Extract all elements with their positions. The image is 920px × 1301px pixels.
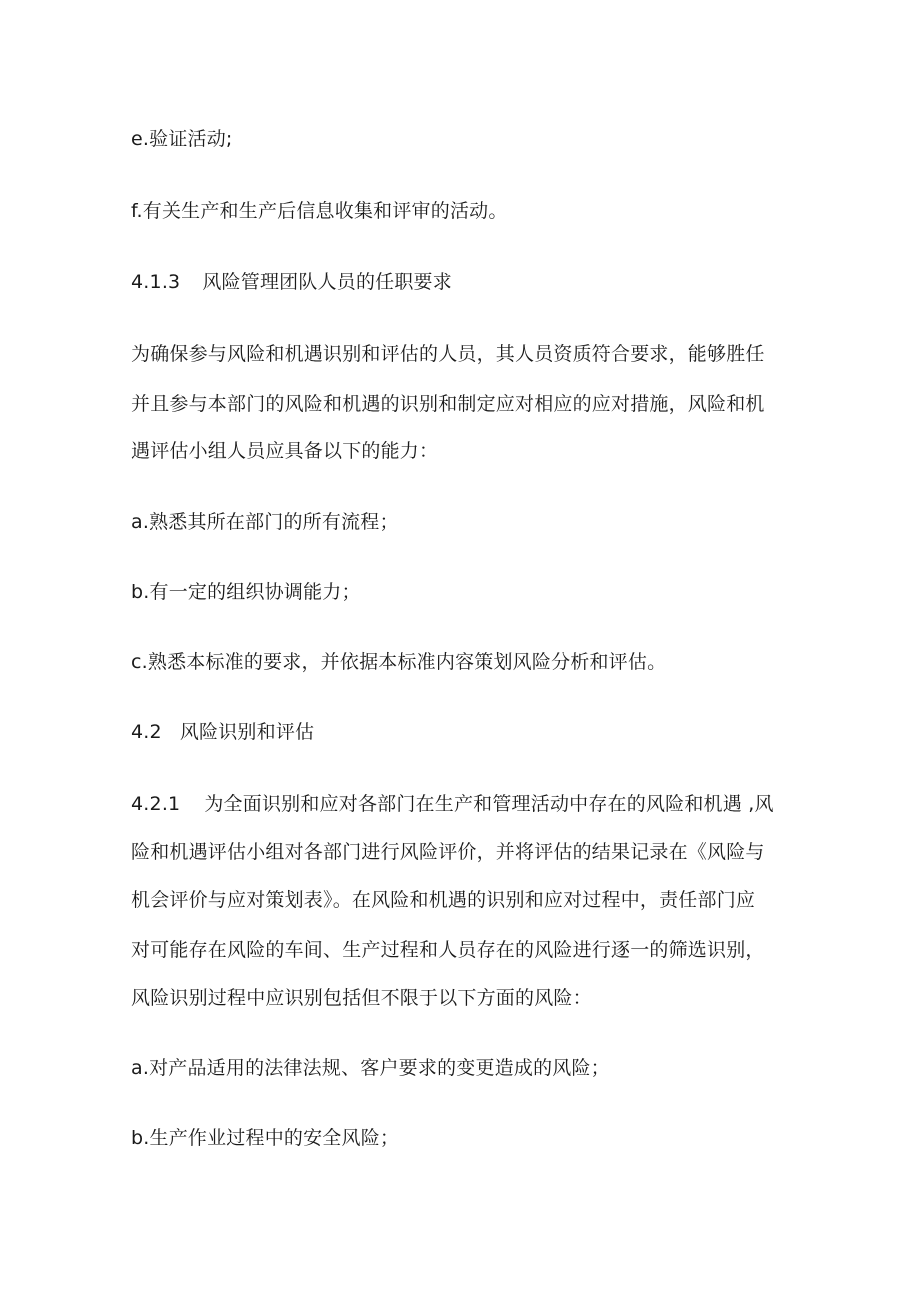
paragraph-line: 并且参与本部门的风险和机遇的识别和制定应对相应的应对措施，风险和机 bbox=[131, 393, 765, 415]
section-number: 4.1.3 bbox=[131, 271, 181, 293]
paragraph-line: 为确保参与风险和机遇识别和评估的人员，其人员资质符合要求，能够胜任 bbox=[131, 343, 765, 365]
list-item-e: e.验证活动; bbox=[131, 128, 233, 150]
list-item-f: f.有关生产和生产后信息收集和评审的活动。 bbox=[131, 200, 508, 222]
risk-item-b: b.生产作业过程中的安全风险； bbox=[131, 1127, 400, 1149]
list-item-a: a.熟悉其所在部门的所有流程； bbox=[131, 511, 399, 533]
section-title: 风险识别和评估 bbox=[179, 721, 315, 743]
paragraph-line: 机会评价与应对策划表》。在风险和机遇的识别和应对过程中，责任部门应 bbox=[131, 889, 756, 911]
section-title: 风险管理团队人员的任职要求 bbox=[202, 271, 452, 293]
section-heading-4-1-3 bbox=[131, 270, 831, 294]
section-number: 4.2.1 bbox=[131, 793, 181, 815]
section-4-2-1-first-line bbox=[131, 792, 831, 816]
paragraph-line: 对可能存在风险的车间、生产过程和人员存在的风险进行逐一的筛选识别， bbox=[131, 939, 765, 961]
section-heading-4-2 bbox=[131, 720, 831, 744]
paragraph-line: 险和机遇评估小组对各部门进行风险评价，并将评估的结果记录在《风险与 bbox=[131, 841, 765, 863]
paragraph-line: 风险识别过程中应识别包括但不限于以下方面的风险： bbox=[131, 987, 592, 1009]
section-number: 4.2 bbox=[131, 721, 162, 743]
list-item-b: b.有一定的组织协调能力； bbox=[131, 581, 361, 603]
risk-item-a: a.对产品适用的法律法规、客户要求的变更造成的风险； bbox=[131, 1057, 610, 1079]
paragraph-line: 遇评估小组人员应具备以下的能力： bbox=[131, 440, 439, 462]
list-item-c: c.熟悉本标准的要求，并依据本标准内容策划风险分析和评估。 bbox=[131, 651, 667, 673]
paragraph-text: 为全面识别和应对各部门在生产和管理活动中存在的风险和机遇 ,风 bbox=[204, 793, 774, 815]
